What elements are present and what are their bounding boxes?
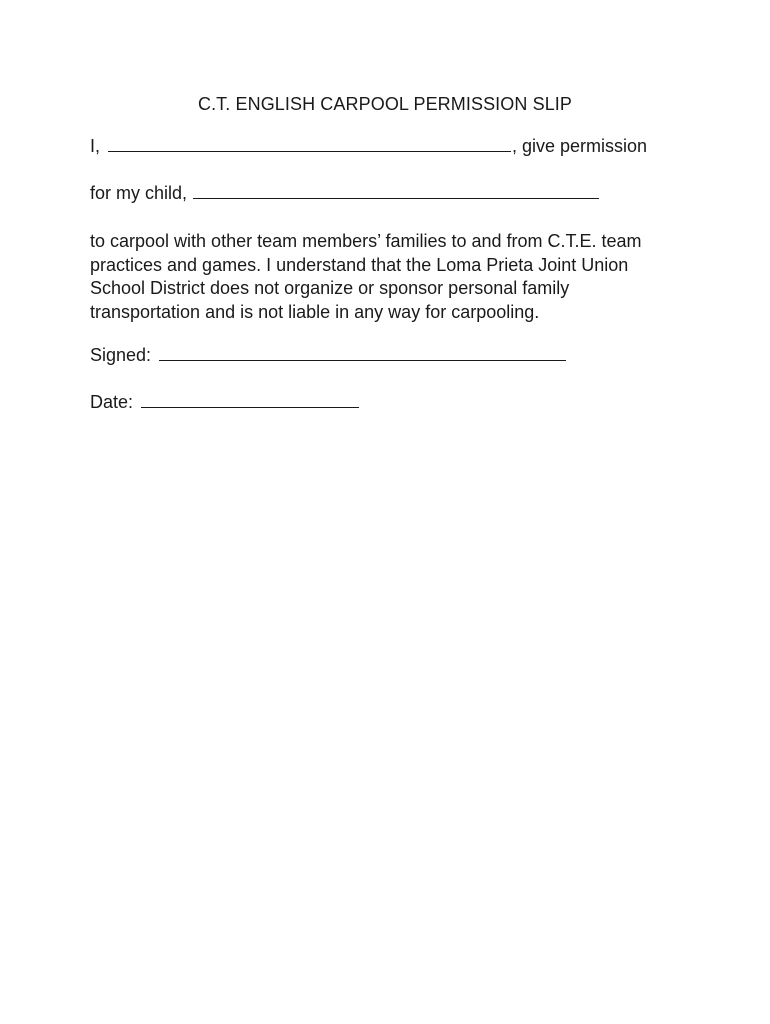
- date-field[interactable]: [141, 393, 359, 408]
- paragraph-line: transportation and is not liable in any way for carpooling.: [90, 301, 540, 322]
- form-title: C.T. ENGLISH CARPOOL PERMISSION SLIP: [197, 94, 573, 114]
- signature-line: [90, 345, 567, 366]
- date-label: Date:: [90, 392, 134, 412]
- signature-field[interactable]: [159, 346, 566, 361]
- child-name-prefix: for my child,: [90, 183, 188, 203]
- parent-name-suffix: , give permission: [512, 136, 648, 156]
- parent-name-field[interactable]: [108, 137, 511, 152]
- signed-label: Signed:: [90, 345, 152, 365]
- child-name-field[interactable]: [193, 184, 599, 199]
- paragraph-line: School District does not organize or sponsor personal family: [90, 278, 570, 298]
- date-line: [90, 392, 360, 413]
- paragraph-line: practices and games. I understand that the Loma Prieta Joint Union: [90, 254, 629, 275]
- parent-name-line: [90, 136, 647, 157]
- paragraph-line: to carpool with other team members’ families to and from C.T.E. team: [90, 231, 642, 251]
- child-name-line: [90, 183, 600, 204]
- consent-paragraph: [90, 230, 690, 324]
- parent-name-prefix: I,: [90, 136, 101, 156]
